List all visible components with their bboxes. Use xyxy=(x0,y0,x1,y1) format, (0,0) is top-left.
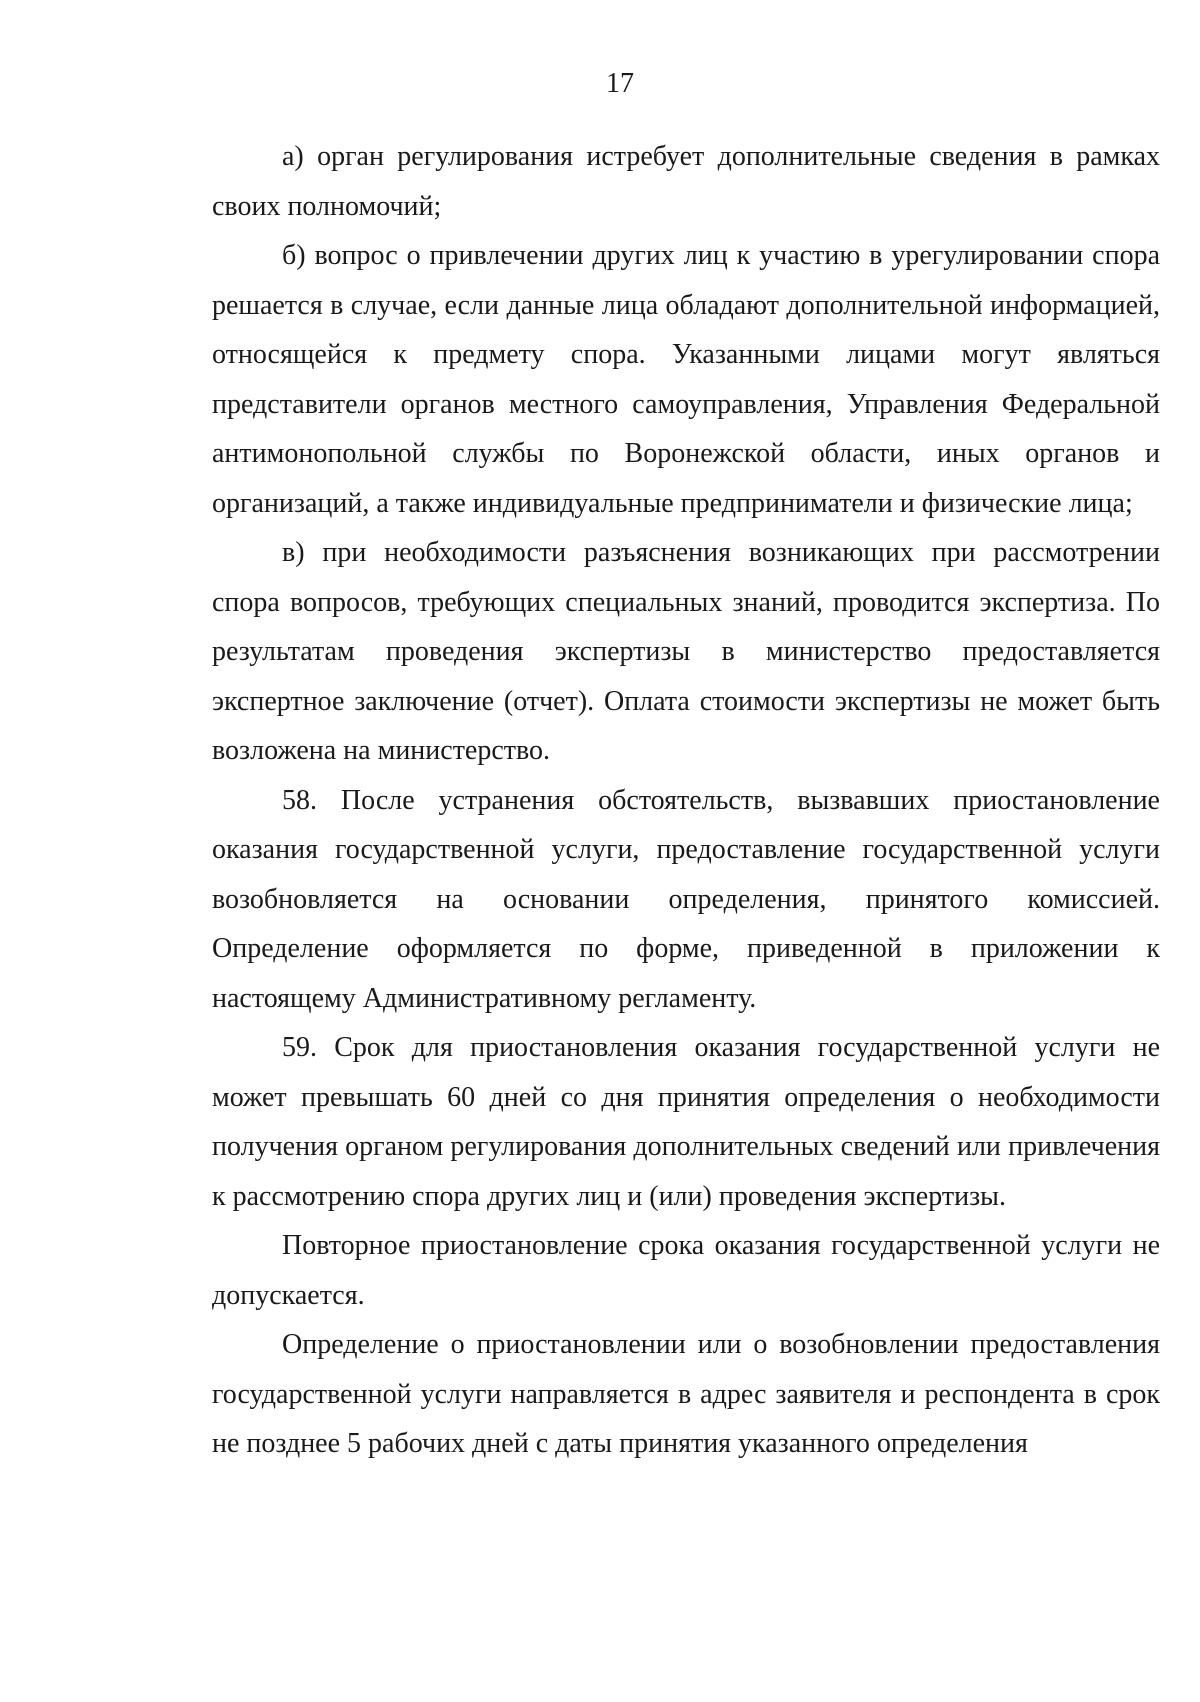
paragraph-repeat-suspension: Повторное приостановление срока оказания государственной услуги не допускается. xyxy=(212,1230,1160,1311)
paragraph-v: в) при необходимости разъяснения возникающих при рассмотрении спора вопросов, требующих специальных знаний, проводится экспертиза. По результатам проведения экспертизы в министерство предоставляется экспертное заключение (отчет). Оплата стоимости экспертизы не может быть возложена на министерство. xyxy=(212,537,1160,766)
paragraph-58: 58. После устранения обстоятельств, вызвавших приостановление оказания государственной услуги, предоставление государственной услуги возобновляется на основании определения, принятого комиссией. Определение оформляется по форме, приведенной в приложении к настоящему Административному регламенту. xyxy=(212,784,1160,1014)
paragraph-b: б) вопрос о привлечении других лиц к участию в урегулировании спора решается в случае, если данные лица обладают дополнительной информацией, относящейся к предмету спора. Указанными лицами могут являться представители органов местного самоуправления, Управления Федеральной антимонопольной службы по Воронежской области, иных органов и организаций, а также индивидуальные предприниматели и физические лица; xyxy=(212,240,1160,519)
paragraph-59: 59. Срок для приостановления оказания государственной услуги не может превышать 60 дней со дня принятия определения о необходимости получения органом регулирования дополнительных сведений или привлечения к рассмотрению спора других лиц и (или) проведения экспертизы. xyxy=(212,1032,1160,1212)
paragraph-determination-notice: Определение о приостановлении или о возобновлении предоставления государственной услуги направляется в адрес заявителя и респондента в срок не позднее 5 рабочих дней с даты принятия указанного определения xyxy=(212,1329,1160,1459)
page-number: 17 xyxy=(606,68,634,99)
paragraph-a: а) орган регулирования истребует дополнительные сведения в рамках своих полномочий; xyxy=(212,141,1160,222)
document-body xyxy=(212,132,1160,1469)
